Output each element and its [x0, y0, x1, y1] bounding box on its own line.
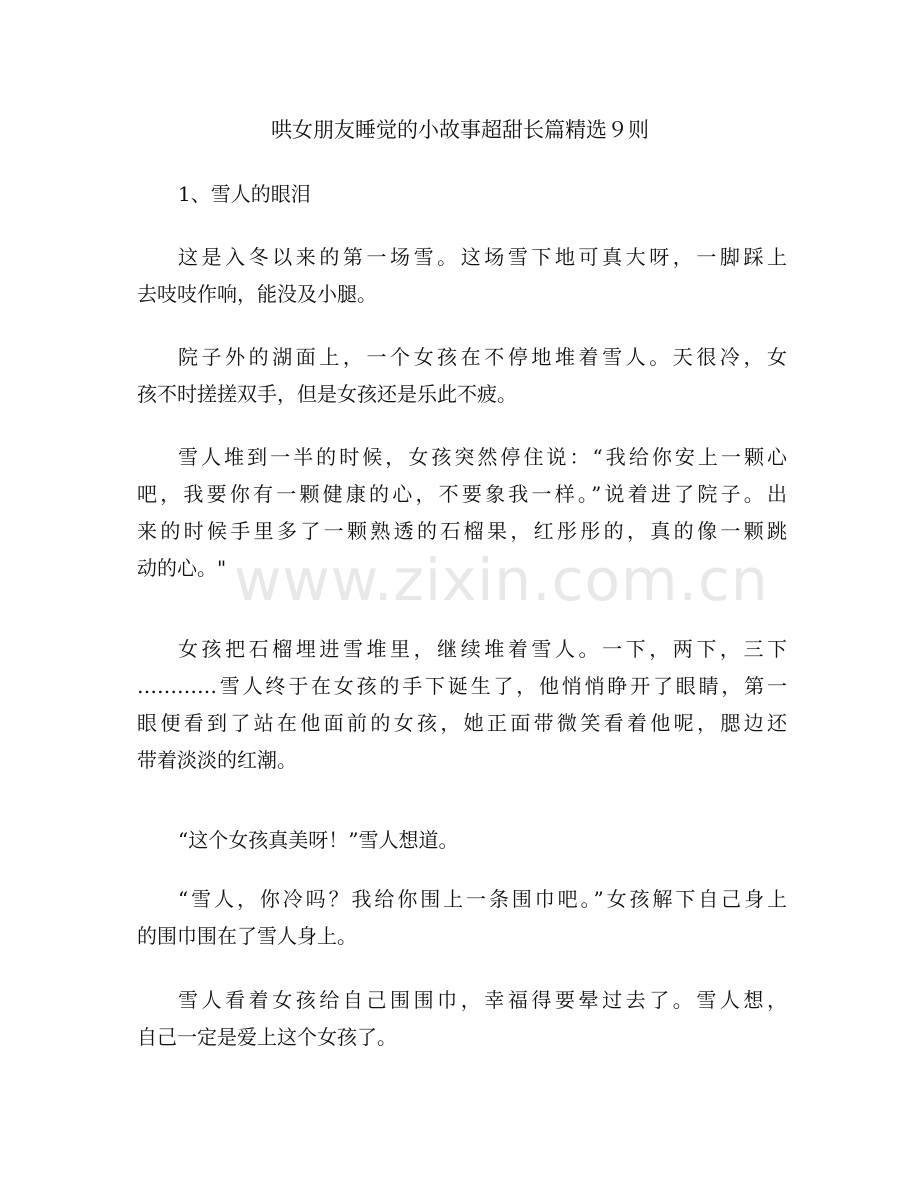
paragraph-line: 的围巾围在了雪人身上。	[137, 924, 357, 948]
paragraph-6	[137, 881, 787, 955]
paragraph-2	[137, 339, 787, 413]
paragraph-4	[137, 631, 787, 779]
paragraph-line: …………雪人终于在女孩的手下诞生了，他悄悄睁开了眼睛，第一	[137, 674, 787, 698]
paragraph-line: 这是入冬以来的第一场雪。这场雪下地可真大呀，一脚踩上	[178, 245, 787, 269]
document-title: 哄女朋友睡觉的小故事超甜长篇精选９则	[271, 118, 649, 142]
paragraph-line: 眼便看到了站在他面前的女孩，她正面带微笑看着他呢，腮边还	[137, 711, 787, 735]
paragraph-line: 院子外的湖面上，一个女孩在不停地堆着雪人。天很冷，女	[178, 345, 787, 369]
paragraph-line: “雪人，你冷吗？我给你围上一条围巾吧。”女孩解下自己身上	[178, 887, 787, 911]
paragraph-1	[137, 239, 787, 313]
paragraph-line: 雪人堆到一半的时候，女孩突然停住说：“我给你安上一颗心	[178, 445, 787, 469]
section-heading: 1、雪人的眼泪	[178, 182, 311, 206]
paragraph-line: 吧，我要你有一颗健康的心，不要象我一样。”说着进了院子。出	[137, 482, 787, 506]
paragraph-line: 雪人看着女孩给自己围围巾，幸福得要晕过去了。雪人想，	[178, 988, 787, 1012]
paragraph-3	[137, 439, 787, 587]
paragraph-5	[137, 822, 787, 859]
watermark: www.zixin.com.cn	[234, 546, 769, 614]
paragraph-line: 女孩把石榴埋进雪堆里，继续堆着雪人。一下，两下，三下	[178, 637, 787, 661]
paragraph-line: 动的心。"	[137, 556, 227, 580]
paragraph-line: 去吱吱作响，能没及小腿。	[137, 282, 377, 306]
paragraph-line: “这个女孩真美呀！”雪人想道。	[178, 828, 459, 852]
paragraph-7	[137, 982, 787, 1056]
paragraph-line: 自己一定是爱上这个女孩了。	[137, 1025, 397, 1049]
paragraph-line: 来的时候手里多了一颗熟透的石榴果，红彤彤的，真的像一颗跳	[137, 519, 787, 543]
paragraph-line: 带着淡淡的红潮。	[137, 748, 297, 772]
paragraph-line: 孩不时搓搓双手，但是女孩还是乐此不疲。	[137, 382, 517, 406]
